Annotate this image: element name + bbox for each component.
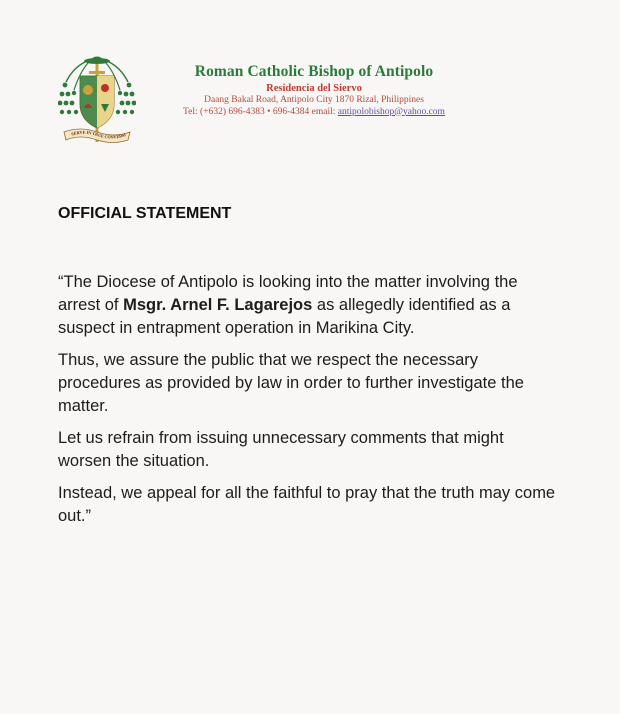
letterhead-address: Daang Bakal Road, Antipolo City 1870 Rizal, Philippines xyxy=(204,95,424,105)
letterhead-tel: Tel: (+632) 696-4383 • 696-4384 xyxy=(183,106,310,117)
statement-paragraph-2: Thus, we assure the public that we respect the necessary procedures as provided by law in order to further investigate the matter. xyxy=(58,351,524,415)
statement-paragraph-4: Instead, we appeal for all the faithful to pray that the truth may come out.” xyxy=(58,484,556,525)
paragraph-1-text-end: as allegedly identified as a suspect in entrapment operation in Marikina City. xyxy=(58,296,511,337)
letterhead xyxy=(144,63,484,118)
statement-paragraph-3: Let us refrain from issuing unnecessary comments that might worsen the situation. xyxy=(58,429,504,470)
letterhead-email-link[interactable]: antipolobishop@yahoo.com xyxy=(337,106,445,117)
crest-motto-text: SERVE IN TRUE CONVERSI xyxy=(70,129,127,140)
statement-body xyxy=(58,271,558,537)
letterhead-contact xyxy=(144,107,484,119)
letterhead-email-label: email: xyxy=(311,106,336,117)
paragraph-1-text-start: “The Diocese of Antipolo is looking into the matter involving the arrest of xyxy=(58,273,518,314)
coat-of-arms-crest xyxy=(58,52,136,148)
statement-paragraph-1 xyxy=(58,271,558,340)
letterhead-title: Roman Catholic Bishop of Antipolo xyxy=(194,63,434,80)
statement-heading: OFFICIAL STATEMENT xyxy=(58,205,232,222)
named-person: Msgr. Arnel F. Lagarejos xyxy=(123,296,313,314)
letterhead-subtitle: Residencia del Siervo xyxy=(266,83,362,94)
